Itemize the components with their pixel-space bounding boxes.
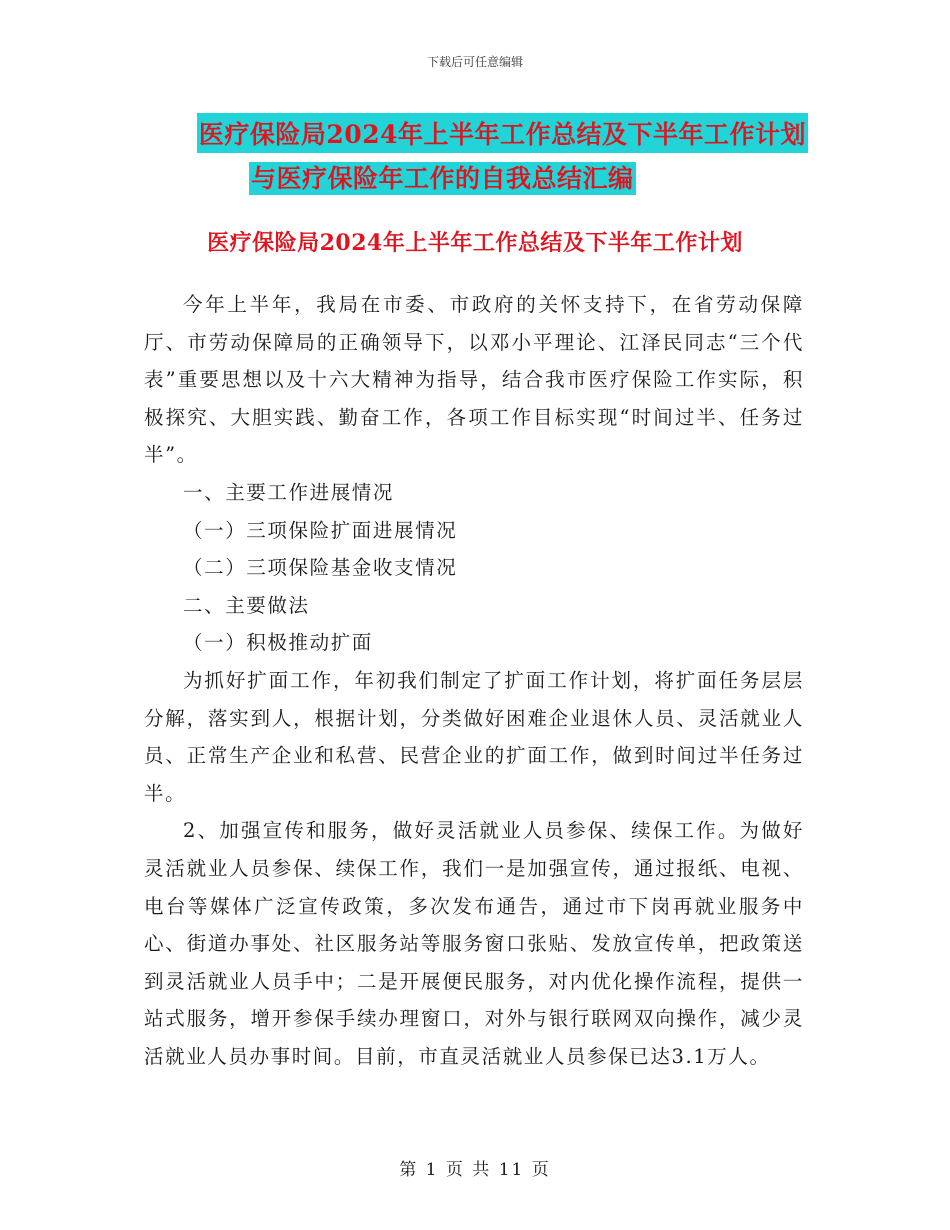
paragraph-intro: 今年上半年，我局在市委、市政府的关怀支持下，在省劳动保障厅、市劳动保障局的正确领导下，以邓小平理论、江泽民同志“三个代表”重要思想以及十六大精神为指导，结合我市医疗保险工作实际，积极探究、大胆实践、勤奋工作，各项工作目标实现“时间过半、任务过半”。 xyxy=(144,293,804,467)
subheading-expansion-progress: （一）三项保险扩面进展情况 xyxy=(183,518,458,542)
document-body xyxy=(144,286,804,1075)
paragraph-publicity-service: 2、加强宣传和服务，做好灵活就业人员参保、续保工作。为做好灵活就业人员参保、续保工作，我们一是加强宣传，通过报纸、电视、电台等媒体广泛宣传政策，多次发布通告，通过市下岗再就业服务中心、街道办事处、社区服务站等服务窗口张贴、发放宣传单，把政策送到灵活就业人员手中；二是开展便民服务，对内优化操作流程，提供一站式服务，增开参保手续办理窗口，对外与银行联网双向操作，减少灵活就业人员办事时间。目前，市直灵活就业人员参保已达3.1万人。 xyxy=(144,819,804,1068)
header-note: 下载后可任意编辑 xyxy=(426,55,523,69)
section-title: 医疗保险局2024年上半年工作总结及下半年工作计划 xyxy=(207,230,743,256)
subheading-promote-expansion: （一）积极推动扩面 xyxy=(183,631,373,655)
page-number: 第 1 页 共 11 页 xyxy=(399,1160,551,1180)
heading-main-practices: 二、主要做法 xyxy=(183,593,310,617)
subheading-fund-status: （二）三项保险基金收支情况 xyxy=(183,556,458,580)
heading-main-progress: 一、主要工作进展情况 xyxy=(183,480,395,504)
title-line-1-text: 医疗保险局2024年上半年工作总结及下半年工作计划 xyxy=(197,113,808,153)
document-title-line-1 xyxy=(0,113,950,153)
document-title-line-2 xyxy=(249,159,636,195)
paragraph-expansion-plan: 为抓好扩面工作，年初我们制定了扩面工作计划，将扩面任务层层分解，落实到人，根据计划，分类做好困难企业退休人员、灵活就业人员、正常生产企业和私营、民营企业的扩面工作，做到时间过半任务过半。 xyxy=(144,668,804,805)
title-line-2-text: 与医疗保险年工作的自我总结汇编 xyxy=(251,164,634,193)
